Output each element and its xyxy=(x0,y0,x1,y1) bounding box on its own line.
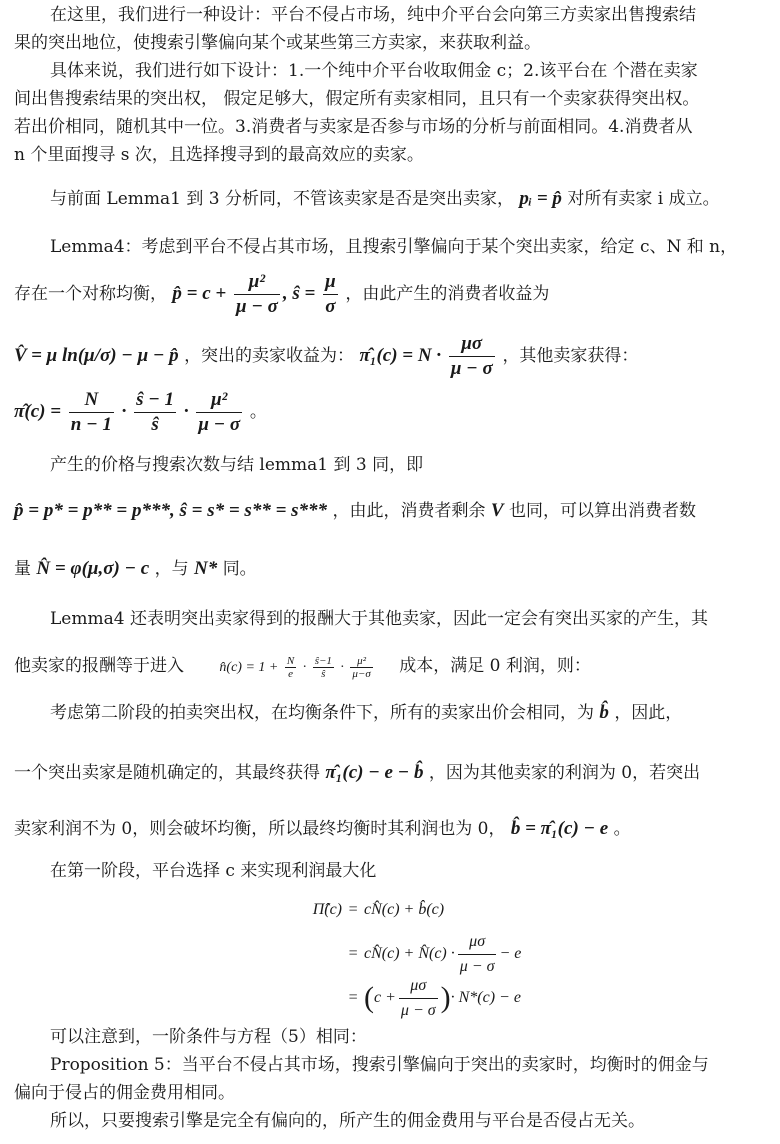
profit-equation-row-2: = cN̂(c) + N̂(c) · $\frac{\mu\sigma}{\mu - \sigma}$ − e xyxy=(290,932,521,976)
paragraph-7-text: 考虑第二阶段的拍卖突出权，在均衡条件下，所有的卖家出价会相同，为 xyxy=(50,703,594,723)
paragraph-10-line-2: 偏向于侵占的佣金费用相同。 xyxy=(14,1083,235,1103)
entry-count-equation: n̂(c) = 1 + $\frac{N}{e}$ · $\frac{ŝ-1}{ŝ}$ · $\frac{\text{μ²}}{\mu-\sigma}$ xyxy=(219,655,371,681)
paragraph-8: 在第一阶段，平台选择 c 来实现利润最大化 xyxy=(50,861,377,881)
paragraph-1-line-2: 果的突出地位，使搜索引擎偏向某个或某些第三方卖家，来获取利益。 xyxy=(14,33,541,53)
paragraph-6-text-end: 成本，满足 0 利润，则： xyxy=(399,656,591,676)
paragraph-6-text: 他卖家的报酬等于进入 xyxy=(14,656,184,676)
paragraph-2-line-3: 若出价相同，随机其中一位。3.消费者与卖家是否参与市场的分析与前面相同。4.消费者从 xyxy=(14,117,693,137)
consumer-count-equation: N̂ = φ(μ,σ) − c xyxy=(36,558,150,579)
prominent-seller-equation: π̂₁(c) = N · $\frac{\mu\sigma}{\mu - \sigma}$ xyxy=(359,333,493,380)
lemma4-line-4: π̂(c) = $\frac{N}{n - 1}$ · $\frac{ŝ - 1}{ŝ}$ · $\frac{\text{μ²}}{\mu - \sigma}$ 。 xyxy=(14,389,267,436)
lemma4-text-mid: ，突出的卖家收益为： xyxy=(184,346,355,366)
equality-chain-equation: p̂ = p* = p** = p***, ŝ = s* = s** = s*** xyxy=(14,500,328,521)
paragraph-7-line-2 xyxy=(14,760,700,786)
paragraph-1-line-1: 在这里，我们进行一种设计：平台不侵占市场，纯中介平台会向第三方卖家出售搜索结 xyxy=(50,5,696,25)
consumer-surplus-symbol: V xyxy=(490,500,504,521)
consumer-surplus-equation: V̂ = μ ln(μ/σ) − μ − p̂ xyxy=(14,345,179,366)
paragraph-3-text: 与前面 Lemma1 到 3 分析同，不管该卖家是否是突出卖家， xyxy=(50,189,514,209)
other-seller-equation: π̂(c) = $\frac{N}{n - 1}$ · $\frac{ŝ - 1}{ŝ}$ · $\frac{\text{μ²}}{\mu - \sigma}$ xyxy=(14,389,241,436)
paragraph-5-line-1: 产生的价格与搜索次数与结 lemma1 到 3 同，即 xyxy=(50,455,424,475)
paragraph-7c-text: 卖家利润不为 0，则会破坏均衡，所以最终均衡时其利润也为 0， xyxy=(14,819,506,839)
paragraph-5-line-2 xyxy=(14,498,696,524)
paragraph-3 xyxy=(50,186,720,212)
paragraph-5-line-3 xyxy=(14,556,257,582)
profit-equation-row-1: Π̂(c) = cN̂(c) + b̂(c) xyxy=(312,901,445,918)
paragraph-7-line-3 xyxy=(14,816,631,842)
paragraph-3-math: pᵢ = p̂ xyxy=(519,188,562,209)
paragraph-7b-text: 一个突出卖家是随机确定的，其最终获得 xyxy=(14,763,320,783)
paragraph-9: 可以注意到，一阶条件与方程（5）相同： xyxy=(50,1027,367,1047)
lemma4-text-end: ，由此产生的消费者收益为 xyxy=(345,284,550,304)
platform-profit-equations xyxy=(290,888,521,1020)
paragraph-7-text-end: ，因此， xyxy=(614,703,683,723)
paragraph-7-line-1 xyxy=(50,700,682,726)
bid-symbol: b̂ xyxy=(599,702,609,723)
prominent-profit-equation: π̂₁(c) − e − b̂ xyxy=(325,762,424,783)
paragraph-5c-text: 量 xyxy=(14,559,31,579)
n-star-symbol: N* xyxy=(194,558,218,579)
lemma4-line-1: Lemma4：考虑到平台不侵占其市场，且搜索引擎偏向于某个突出卖家，给定 c、N 和 n， xyxy=(50,237,738,257)
paragraph-2-line-2: 间出售搜索结果的突出权， 假定足够大，假定所有卖家相同，且只有一个卖家获得突出权。 xyxy=(14,89,700,109)
paragraph-5c-text-end: 同。 xyxy=(222,559,257,579)
bid-equation: b̂ = π̂₁(c) − e xyxy=(510,818,609,839)
paragraph-5-text: ，由此，消费者剩余 xyxy=(332,501,486,521)
paragraph-2-line-1: 具体来说，我们进行如下设计：1.一个纯中介平台收取佣金 c；2.该平台在 个潜在卖家 xyxy=(50,61,698,81)
lemma4-text: 存在一个对称均衡， xyxy=(14,284,167,304)
price-equation: p̂ = c + $\frac{\text{μ²}}{\mu - \sigma}$ , ŝ = $\frac{\mu}{\sigma}$ xyxy=(172,271,336,318)
paragraph-5-text-end: 也同，可以算出消费者数 xyxy=(508,501,696,521)
paragraph-5c-text-mid: ，与 xyxy=(154,559,189,579)
paragraph-3-text-end: 对所有卖家 i 成立。 xyxy=(567,189,720,209)
profit-equation-row-3: = ( c + $\frac{\mu\sigma}{\mu - \sigma}$ ) · N*(c) − e xyxy=(290,976,521,1020)
lemma4-line-2 xyxy=(14,268,549,320)
paragraph-7b-text-end: ，因为其他卖家的利润为 0，若突出 xyxy=(428,763,701,783)
paragraph-11: 所以，只要搜索引擎是完全有偏向的，所产生的佣金费用与平台是否侵占无关。 xyxy=(50,1111,645,1131)
paragraph-6-line-2 xyxy=(14,648,591,686)
lemma4-line-3 xyxy=(14,330,638,382)
paragraph-10-line-1: Proposition 5：当平台不侵占其市场，搜索引擎偏向于突出的卖家时，均衡时的佣金与 xyxy=(50,1055,709,1075)
paragraph-2-line-4: n 个里面搜寻 s 次，且选择搜寻到的最高效应的卖家。 xyxy=(14,145,424,165)
lemma4-text-post: ，其他卖家获得： xyxy=(502,346,639,366)
paragraph-7c-text-end: 。 xyxy=(613,819,631,839)
paragraph-6-line-1: Lemma4 还表明突出卖家得到的报酬大于其他卖家，因此一定会有突出买家的产生，其 xyxy=(50,609,708,629)
